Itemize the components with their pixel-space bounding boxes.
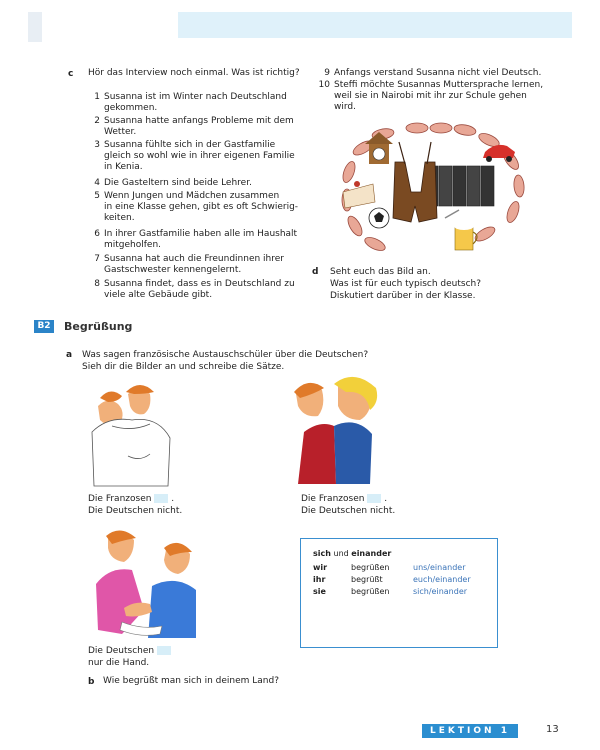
b2-a-instructions — [82, 349, 368, 373]
b2-a-letter: a — [66, 350, 73, 360]
grammar-verb: begrüßt — [351, 575, 383, 584]
caption-1-line2: Die Deutschen nicht. — [88, 506, 183, 516]
statement-text: weil sie in Nairobi mit ihr zur Schule gehen — [334, 91, 527, 101]
caption-text: Die Franzosen — [301, 494, 365, 504]
statement-text: gekommen. — [104, 103, 158, 113]
grammar-verb: begrüßen — [351, 587, 390, 596]
section-c-question: Hör das Interview noch einmal. Was ist richtig? — [88, 68, 300, 78]
grammar-title-und: und — [330, 549, 352, 558]
caption-3 — [88, 645, 171, 669]
statement-text: Susanna ist im Winter nach Deutschland — [104, 92, 287, 102]
statement-number: 4 — [94, 178, 100, 188]
lektion-badge: LEKTION 1 — [422, 724, 518, 738]
statement-text: Susanna hat auch die Freundinnen ihrer — [104, 254, 284, 264]
statement-text: viele alte Gebäude gibt. — [104, 290, 213, 300]
statement-text: Susanna hatte anfangs Probleme mit dem — [104, 116, 294, 126]
statement-number: 2 — [94, 116, 100, 126]
statement-text: Susanna findet, dass es in Deutschland zu — [104, 279, 295, 289]
statement-number: 8 — [94, 279, 100, 289]
grammar-reflexive: euch/einander — [413, 575, 471, 584]
statement-text: Susanna fühlte sich in der Gastfamilie — [104, 140, 276, 150]
section-d-text — [330, 266, 481, 302]
page-number: 13 — [546, 724, 559, 735]
statement-number: 7 — [94, 254, 100, 264]
statement-text: In ihrer Gastfamilie haben alle im Haushalt — [104, 229, 298, 239]
grammar-verb: begrüßen — [351, 563, 390, 572]
header-bar — [178, 12, 572, 38]
caption-text: Die Franzosen — [88, 494, 152, 504]
statement-text: mitgeholfen. — [104, 240, 162, 250]
handshake-illustration — [92, 530, 202, 642]
section-c-letter: c — [68, 69, 74, 79]
statement-text: Steffi möchte Susannas Muttersprache lernen, — [334, 80, 544, 90]
statement-text: Wenn Jungen und Mädchen zusammen — [104, 191, 280, 201]
b2-b-letter: b — [88, 677, 95, 687]
grammar-title-einander: einander — [351, 549, 392, 558]
b2-a-line: Sieh dir die Bilder an und schreibe die Sätze. — [82, 362, 285, 372]
german-stereotypes-illustration — [335, 122, 535, 260]
statement-text: wird. — [334, 102, 356, 112]
statement-text: in Kenia. — [104, 162, 143, 172]
answer-blank[interactable] — [157, 646, 171, 655]
hugging-illustration — [88, 376, 178, 488]
statement-number: 10 — [318, 80, 330, 90]
b2-title: Begrüßung — [64, 320, 133, 333]
grammar-pronoun: wir — [313, 563, 328, 572]
grammar-title — [313, 549, 391, 559]
section-d-letter: d — [312, 267, 319, 277]
caption-1 — [88, 493, 182, 517]
caption-2-line1: Die Franzosen . — [301, 494, 388, 504]
statement-text: gleich so wohl wie in ihrer eigenen Familie — [104, 151, 295, 161]
caption-text: Die Deutschen — [88, 646, 155, 656]
corner-tab — [28, 12, 42, 42]
section-d-line: Was ist für euch typisch deutsch? — [330, 279, 482, 289]
grammar-title-sich: sich — [313, 549, 331, 558]
answer-blank[interactable] — [154, 494, 168, 503]
grammar-pronoun: ihr — [313, 575, 326, 584]
statement-number: 5 — [94, 191, 100, 201]
b2-b-question: Wie begrüßt man sich in deinem Land? — [103, 676, 279, 686]
caption-3-line1 — [88, 645, 171, 657]
statement-number: 3 — [94, 140, 100, 150]
statement-text: keiten. — [104, 213, 135, 223]
statement-text: Die Gasteltern sind beide Lehrer. — [104, 178, 252, 188]
statement-text: Gastschwester kennengelernt. — [104, 265, 242, 275]
statement-number: 6 — [94, 229, 100, 239]
statement-text: Anfangs verstand Susanna nicht viel Deutsch. — [334, 68, 542, 78]
grammar-pronoun: sie — [313, 587, 326, 596]
statement-number: 9 — [324, 68, 330, 78]
b2-a-line: Was sagen französische Austauschschüler über die Deutschen? — [82, 350, 369, 360]
statement-number: 1 — [94, 92, 100, 102]
statement-text: Wetter. — [104, 127, 137, 137]
caption-2-line2: Die Deutschen nicht. — [301, 506, 396, 516]
b2-badge: B2 — [34, 320, 54, 333]
cheek-kiss-illustration — [290, 376, 382, 488]
statement-text: in eine Klasse gehen, gibt es oft Schwierig- — [104, 202, 299, 212]
caption-2 — [301, 493, 395, 517]
section-d-line: Diskutiert darüber in der Klasse. — [330, 291, 476, 301]
grammar-reflexive: uns/einander — [413, 563, 466, 572]
caption-1-line1: Die Franzosen . — [88, 494, 175, 504]
section-d-line: Seht euch das Bild an. — [330, 267, 431, 277]
answer-blank[interactable] — [367, 494, 381, 503]
caption-3-line2: nur die Hand. — [88, 658, 150, 668]
grammar-box — [300, 538, 498, 648]
grammar-reflexive: sich/einander — [413, 587, 468, 596]
